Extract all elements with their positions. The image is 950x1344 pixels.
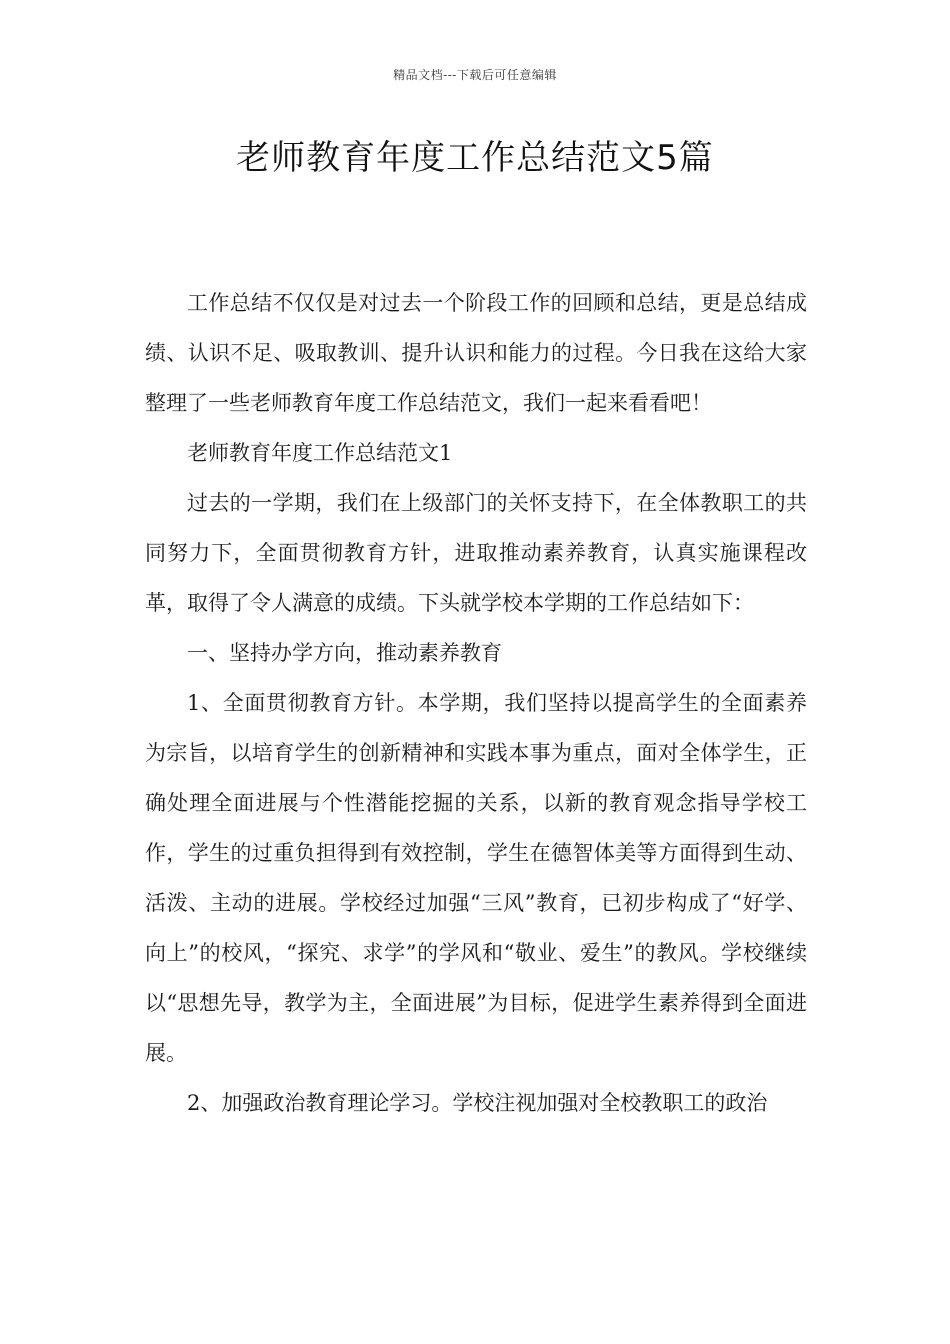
paragraph-intro: 工作总结不仅仅是对过去一个阶段工作的回顾和总结，更是总结成绩、认识不足、吸取教训、提升认识和能力的过程。今日我在这给大家整理了一些老师教育年度工作总结范文，我们一起来看看吧！ [145, 291, 807, 415]
header-note: 精品文档---下载后可任意编辑 [393, 68, 557, 82]
section-heading-sample-1: 老师教育年度工作总结范文1 [187, 441, 453, 465]
section-heading-part-1: 一、坚持办学方向，推动素养教育 [187, 641, 502, 665]
document-body [145, 278, 807, 1128]
paragraph-item-1: 1、全面贯彻教育方针。本学期，我们坚持以提高学生的全面素养为宗旨，以培育学生的创新精神和实践本事为重点，面对全体学生，正确处理全面进展与个性潜能挖掘的关系，以新的教育观念指导学校工作，学生的过重负担得到有效控制，学生在德智体美等方面得到生动、活泼、主动的进展。学校经过加强“三风”教育，已初步构成了“好学、向上”的校风，“探究、求学”的学风和“敬业、爱生”的教风。学校继续以“思想先导，教学为主，全面进展”为目标，促进学生素养得到全面进展。 [145, 691, 807, 1065]
paragraph-overview: 过去的一学期，我们在上级部门的关怀支持下，在全体教职工的共同努力下，全面贯彻教育方针，进取推动素养教育，认真实施课程改革，取得了令人满意的成绩。下头就学校本学期的工作总结如下： [145, 491, 807, 615]
document-title: 老师教育年度工作总结范文5篇 [236, 138, 714, 178]
paragraph-item-2: 2、加强政治教育理论学习。学校注视加强对全校教职工的政治 [187, 1091, 768, 1115]
